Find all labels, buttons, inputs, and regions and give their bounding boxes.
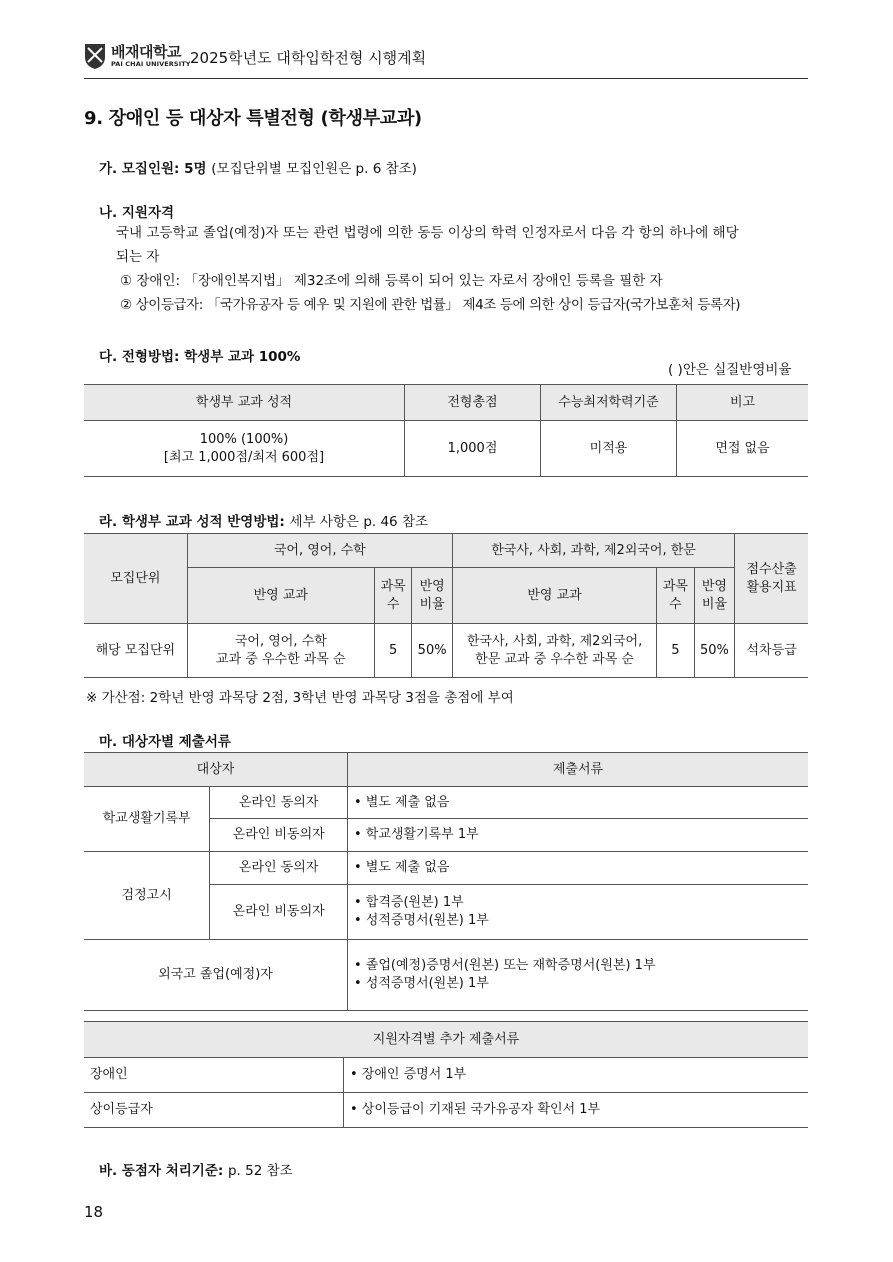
- da-header-total: 전형총점: [405, 385, 541, 421]
- ma-school-record: 학교생활기록부: [84, 787, 210, 852]
- da-note: ( )안은 실질반영비율: [668, 362, 792, 378]
- ma-header-target: 대상자: [84, 753, 348, 787]
- ma-ged-docs: [348, 885, 809, 940]
- na-item1: ① 장애인: 「장애인복지법」 제32조에 의해 등록이 되어 있는 자로서 장애인 등록을 필한 자: [120, 273, 663, 289]
- section-ba: [99, 1159, 293, 1179]
- da-header-csat: 수능최저학력기준: [541, 385, 677, 421]
- section-ba-label: 바. 동점자 처리기준:: [99, 1163, 224, 1179]
- ma-extra-who-1: 장애인: [84, 1058, 344, 1093]
- ma-table: [84, 752, 808, 1011]
- ra-header-unit: 모집단위: [84, 534, 187, 624]
- da-header-score: 학생부 교과 성적: [84, 385, 405, 421]
- ma-doc-grades-2: • 성적증명서(원본) 1부: [354, 976, 489, 991]
- ra-cell-index: 석차등급: [735, 624, 808, 678]
- da-cell-score: [84, 421, 405, 477]
- section-ra: [99, 510, 428, 530]
- na-item2: ② 상이등급자: 「국가유공자 등 예우 및 지원에 관한 법률」 제4조 등에 의한 상이 등급자(국가보훈처 등록자): [120, 297, 741, 313]
- section-ba-note: p. 52 참조: [227, 1163, 293, 1179]
- ra-sub-ratio-1: 반영 비율: [412, 568, 453, 624]
- ma-doc-none-1: • 별도 제출 없음: [348, 787, 809, 819]
- na-line1: 국내 고등학교 졸업(예정)자 또는 관련 법령에 의한 동등 이상의 학력 인정자로서 다음 각 항의 하나에 해당: [116, 225, 739, 241]
- ra-g1-subject-line1: 국어, 영어, 수학: [234, 633, 327, 649]
- ma-doc-none-2: • 별도 제출 없음: [348, 852, 809, 885]
- ma-doc-record: • 학교생활기록부 1부: [348, 819, 809, 852]
- ma-foreign-docs: [348, 940, 809, 1011]
- section-na-body: [116, 221, 816, 317]
- ma-extra-doc-2: • 상이등급이 기재된 국가유공자 확인서 1부: [344, 1093, 809, 1128]
- ra-cell-g2-ratio: 50%: [694, 624, 735, 678]
- ra-table: [84, 533, 808, 678]
- ra-cell-g2-subject: [452, 624, 656, 678]
- ma-online-disagree-2: 온라인 비동의자: [210, 885, 348, 940]
- section-na-label: 나. 지원자격: [99, 205, 175, 221]
- ra-header-index: 점수산출 활용지표: [735, 534, 808, 624]
- ma-ged: 검정고시: [84, 852, 210, 940]
- na-line2: 되는 자: [116, 249, 160, 265]
- ra-header-group1: 국어, 영어, 수학: [187, 534, 452, 568]
- ra-sub-count-1: 과목 수: [374, 568, 411, 624]
- ra-g2-subject-line2: 한문 교과 중 우수한 과목 순: [475, 651, 634, 667]
- ma-doc-grades-1: • 성적증명서(원본) 1부: [354, 913, 489, 928]
- ma-header-docs: 제출서류: [348, 753, 809, 787]
- logo-english-text: PAI CHAI UNIVERSITY: [111, 60, 191, 68]
- ra-footnote: ※ 가산점: 2학년 반영 과목당 2점, 3학년 반영 과목당 3점을 총점에 부여: [86, 690, 514, 706]
- ra-cell-g1-ratio: 50%: [412, 624, 453, 678]
- da-header-remark: 비고: [677, 385, 809, 421]
- ma-online-disagree-1: 온라인 비동의자: [210, 819, 348, 852]
- section-ma-label: 마. 대상자별 제출서류: [99, 734, 231, 750]
- ma-online-agree-1: 온라인 동의자: [210, 787, 348, 819]
- ma-foreign: 외국고 졸업(예정)자: [84, 940, 348, 1011]
- header-rule: [84, 78, 808, 79]
- da-score-line1: 100% (100%): [199, 431, 289, 447]
- ma-extra-who-2: 상이등급자: [84, 1093, 344, 1128]
- da-score-line2: [최고 1,000점/최저 600점]: [163, 449, 325, 465]
- ra-sub-ratio-2: 반영 비율: [694, 568, 735, 624]
- da-cell-total: 1,000점: [405, 421, 541, 477]
- da-cell-csat: 미적용: [541, 421, 677, 477]
- section-ga: [99, 157, 417, 177]
- university-shield-logo-icon: [84, 42, 106, 70]
- ra-sub-subject-1: 반영 교과: [187, 568, 374, 624]
- ma-extra-doc-1: • 장애인 증명서 1부: [344, 1058, 809, 1093]
- ra-cell-g2-count: 5: [657, 624, 694, 678]
- ma-online-agree-2: 온라인 동의자: [210, 852, 348, 885]
- section-ra-note: 세부 사항은 p. 46 참조: [289, 514, 429, 530]
- ra-cell-unit: 해당 모집단위: [84, 624, 187, 678]
- ra-header-group2: 한국사, 사회, 과학, 제2외국어, 한문: [452, 534, 734, 568]
- ra-g1-subject-line2: 교과 중 우수한 과목 순: [216, 651, 346, 667]
- ma-doc-grad: • 졸업(예정)증명서(원본) 또는 재학증명서(원본) 1부: [354, 958, 656, 973]
- ma-extra-header: 지원자격별 추가 제출서류: [84, 1022, 808, 1058]
- da-cell-remark: 면접 없음: [677, 421, 809, 477]
- logo-korean-text: 배재대학교: [111, 43, 181, 61]
- ra-sub-subject-2: 반영 교과: [452, 568, 656, 624]
- da-table: [84, 384, 808, 477]
- section-ra-label: 라. 학생부 교과 성적 반영방법:: [99, 514, 285, 530]
- section-title: 9. 장애인 등 대상자 특별전형 (학생부교과): [84, 108, 422, 129]
- ra-cell-g1-count: 5: [374, 624, 411, 678]
- page-number: 18: [84, 1203, 104, 1221]
- ma-doc-pass: • 합격증(원본) 1부: [354, 895, 464, 910]
- header-title: 2025학년도 대학입학전형 시행계획: [190, 49, 427, 67]
- section-ga-label: 가. 모집인원: 5명: [99, 161, 207, 177]
- ra-sub-count-2: 과목 수: [657, 568, 694, 624]
- ra-cell-g1-subject: [187, 624, 374, 678]
- ma-extra-table: [84, 1021, 808, 1128]
- section-ga-note: (모집단위별 모집인원은 p. 6 참조): [211, 161, 417, 177]
- section-da-label: 다. 전형방법: 학생부 교과 100%: [99, 349, 301, 365]
- ra-g2-subject-line1: 한국사, 사회, 과학, 제2외국어,: [466, 633, 643, 649]
